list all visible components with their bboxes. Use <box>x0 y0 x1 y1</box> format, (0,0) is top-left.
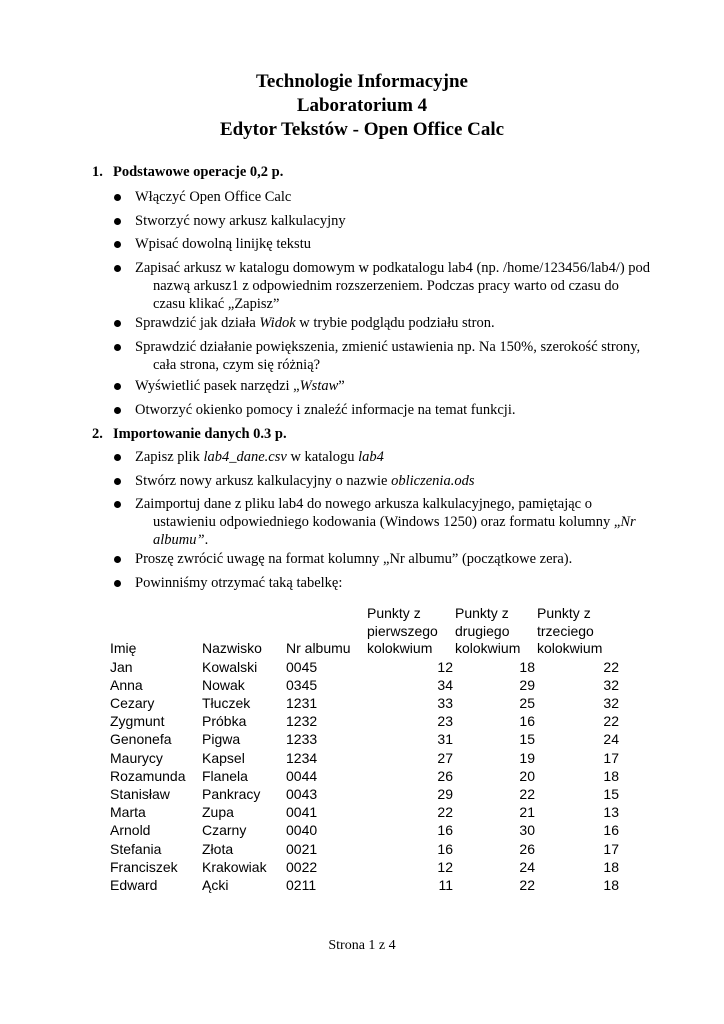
table-row <box>108 858 619 876</box>
table-cell: 18 <box>603 858 619 875</box>
table-cell: Zupa <box>202 804 234 821</box>
table-cell: 1233 <box>286 731 318 748</box>
bullet-icon <box>114 320 121 327</box>
list-item: Proszę zwrócić uwagę na format kolumny „Nr albumu” (początkowe zera). <box>114 550 674 568</box>
table-row <box>108 840 619 858</box>
table-cell: Złota <box>202 840 234 857</box>
list-item: Sprawdzić działanie powiększenia, zmienić ustawienia np. Na 150%, szerokość strony, cała strona, czym się różnią? <box>114 338 674 374</box>
table-cell: 20 <box>519 767 535 784</box>
table-cell: 24 <box>519 858 535 875</box>
bullet-icon <box>114 580 121 587</box>
header-punkty-1: Punkty z pierwszego kolokwium <box>367 605 438 656</box>
table-cell: 0021 <box>286 840 318 857</box>
header-imie: Imię <box>110 640 137 656</box>
table-cell: 1234 <box>286 749 318 766</box>
table-cell: 22 <box>603 713 619 730</box>
bullet-icon <box>114 194 121 201</box>
table-cell: Tłuczek <box>202 694 251 711</box>
section-2-title: Importowanie danych 0.3 p. <box>113 426 287 442</box>
table-cell: 26 <box>519 840 535 857</box>
table-cell: 22 <box>603 658 619 675</box>
list-item: Zapisać arkusz w katalogu domowym w podkatalogu lab4 (np. /home/123456/lab4/) pod nazwą arkusz1 z odpowiednim rozszerzeniem. Podczas pracy warto od czasu do czasu klikać „Zapisz” <box>114 259 674 313</box>
table-cell: Nowak <box>202 676 245 693</box>
table-cell: Zygmunt <box>110 713 165 730</box>
table-cell: 0044 <box>286 767 318 784</box>
bullet-icon <box>114 241 121 248</box>
list-item: Otworzyć okienko pomocy i znaleźć informacje na temat funkcji. <box>114 401 674 419</box>
table-row <box>108 749 619 767</box>
table-cell: 16 <box>603 822 619 839</box>
table-cell: 12 <box>437 858 453 875</box>
bullet-icon <box>114 407 121 414</box>
table-cell: 16 <box>519 713 535 730</box>
table-cell: 0022 <box>286 858 318 875</box>
table-cell: Kapsel <box>202 749 245 766</box>
table-cell: 24 <box>603 731 619 748</box>
table-cell: Ącki <box>202 876 229 893</box>
list-item: Powinniśmy otrzymać taką tabelkę: <box>114 574 674 592</box>
table-cell: 21 <box>519 804 535 821</box>
table-cell: 32 <box>603 694 619 711</box>
table-cell: Pigwa <box>202 731 241 748</box>
title-line-2: Laboratorium 4 <box>296 95 428 116</box>
section-2-heading <box>92 425 287 443</box>
table-row <box>108 876 619 894</box>
header-nazwisko: Nazwisko <box>202 640 262 656</box>
table-row <box>108 785 619 803</box>
table-cell: Czarny <box>202 822 247 839</box>
section-1-number: 1. <box>92 164 103 180</box>
table-cell: 27 <box>437 749 453 766</box>
table-cell: Rozamunda <box>110 767 186 784</box>
table-row <box>108 821 619 839</box>
section-1-title: Podstawowe operacje 0,2 p. <box>113 164 284 180</box>
bullet-icon <box>114 478 121 485</box>
header-punkty-3: Punkty z trzeciego kolokwium <box>537 605 603 656</box>
bullet-icon <box>114 556 121 563</box>
table-cell: Franciszek <box>110 858 178 875</box>
list-item: Wyświetlić pasek narzędzi „Wstaw” <box>114 377 674 395</box>
table-cell: Anna <box>110 676 143 693</box>
document-title <box>0 70 724 142</box>
table-cell: 17 <box>603 840 619 857</box>
title-line-1: Technologie Informacyjne <box>256 71 468 92</box>
table-cell: 19 <box>519 749 535 766</box>
table-cell: Próbka <box>202 713 247 730</box>
table-cell: 0211 <box>286 876 317 893</box>
table-cell: 17 <box>603 749 619 766</box>
table-cell: 18 <box>603 767 619 784</box>
table-cell: 15 <box>519 731 535 748</box>
list-item: Wpisać dowolną linijkę tekstu <box>114 235 674 253</box>
bullet-icon <box>114 344 121 351</box>
table-cell: 34 <box>437 676 453 693</box>
table-cell: 33 <box>437 694 453 711</box>
table-cell: 1232 <box>286 713 318 730</box>
table-cell: 18 <box>519 658 535 675</box>
list-item: Włączyć Open Office Calc <box>114 188 674 206</box>
section-2-number: 2. <box>92 426 103 442</box>
table-cell: Stefania <box>110 840 162 857</box>
table-cell: Marta <box>110 804 146 821</box>
table-cell: 0043 <box>286 785 318 802</box>
table-cell: 22 <box>519 876 535 893</box>
table-cell: 0041 <box>286 804 318 821</box>
table-cell: 31 <box>437 731 453 748</box>
table-cell: Kowalski <box>202 658 258 675</box>
table-cell: Genonefa <box>110 731 172 748</box>
page-footer: Strona 1 z 4 <box>328 938 396 953</box>
students-table <box>108 605 619 894</box>
table-cell: 0045 <box>286 658 318 675</box>
list-item: Sprawdzić jak działa Widok w trybie podglądu podziału stron. <box>114 314 674 332</box>
table-cell: Krakowiak <box>202 858 267 875</box>
table-cell: Arnold <box>110 822 151 839</box>
header-nr-albumu: Nr albumu <box>286 640 351 656</box>
table-cell: Jan <box>110 658 133 675</box>
table-row <box>108 730 619 748</box>
bullet-icon <box>114 218 121 225</box>
table-cell: Pankracy <box>202 785 261 802</box>
table-cell: 29 <box>519 676 535 693</box>
bullet-icon <box>114 383 121 390</box>
table-cell: 15 <box>603 785 619 802</box>
list-item: Stwórz nowy arkusz kalkulacyjny o nazwie obliczenia.ods <box>114 472 674 490</box>
table-header-row <box>108 605 619 658</box>
list-item: Stworzyć nowy arkusz kalkulacyjny <box>114 212 674 230</box>
table-cell: 18 <box>603 876 619 893</box>
table-cell: 11 <box>438 876 453 893</box>
table-row <box>108 767 619 785</box>
table-row <box>108 676 619 694</box>
section-1-heading <box>92 163 283 181</box>
table-cell: 32 <box>603 676 619 693</box>
table-cell: 16 <box>437 840 453 857</box>
table-cell: 12 <box>437 658 453 675</box>
list-item: Zapisz plik lab4_dane.csv w katalogu lab4 <box>114 448 674 466</box>
bullet-icon <box>114 265 121 272</box>
table-cell: 25 <box>519 694 535 711</box>
table-cell: Edward <box>110 876 158 893</box>
table-cell: 23 <box>437 713 453 730</box>
header-punkty-2: Punkty z drugiego kolokwium <box>455 605 521 656</box>
table-row <box>108 803 619 821</box>
table-cell: Maurycy <box>110 749 163 766</box>
title-line-3: Edytor Tekstów - Open Office Calc <box>219 119 505 140</box>
table-cell: 16 <box>437 822 453 839</box>
table-cell: 0345 <box>286 676 318 693</box>
table-cell: 22 <box>437 804 453 821</box>
table-cell: Cezary <box>110 694 155 711</box>
table-cell: 22 <box>519 785 535 802</box>
bullet-icon <box>114 454 121 461</box>
table-cell: 0040 <box>286 822 318 839</box>
table-row <box>108 712 619 730</box>
bullet-icon <box>114 501 121 508</box>
table-row <box>108 658 619 676</box>
table-cell: 1231 <box>286 694 318 711</box>
table-row <box>108 694 619 712</box>
table-cell: 13 <box>603 804 619 821</box>
table-cell: 29 <box>437 785 453 802</box>
table-cell: 26 <box>437 767 453 784</box>
table-cell: Stanisław <box>110 785 170 802</box>
table-cell: Flanela <box>202 767 248 784</box>
list-item: Zaimportuj dane z pliku lab4 do nowego arkusza kalkulacyjnego, pamiętając o ustawieniu odpowiedniego kodowania (Windows 1250) oraz formatu kolumny „Nr albumu”. <box>114 495 674 549</box>
table-cell: 30 <box>519 822 535 839</box>
